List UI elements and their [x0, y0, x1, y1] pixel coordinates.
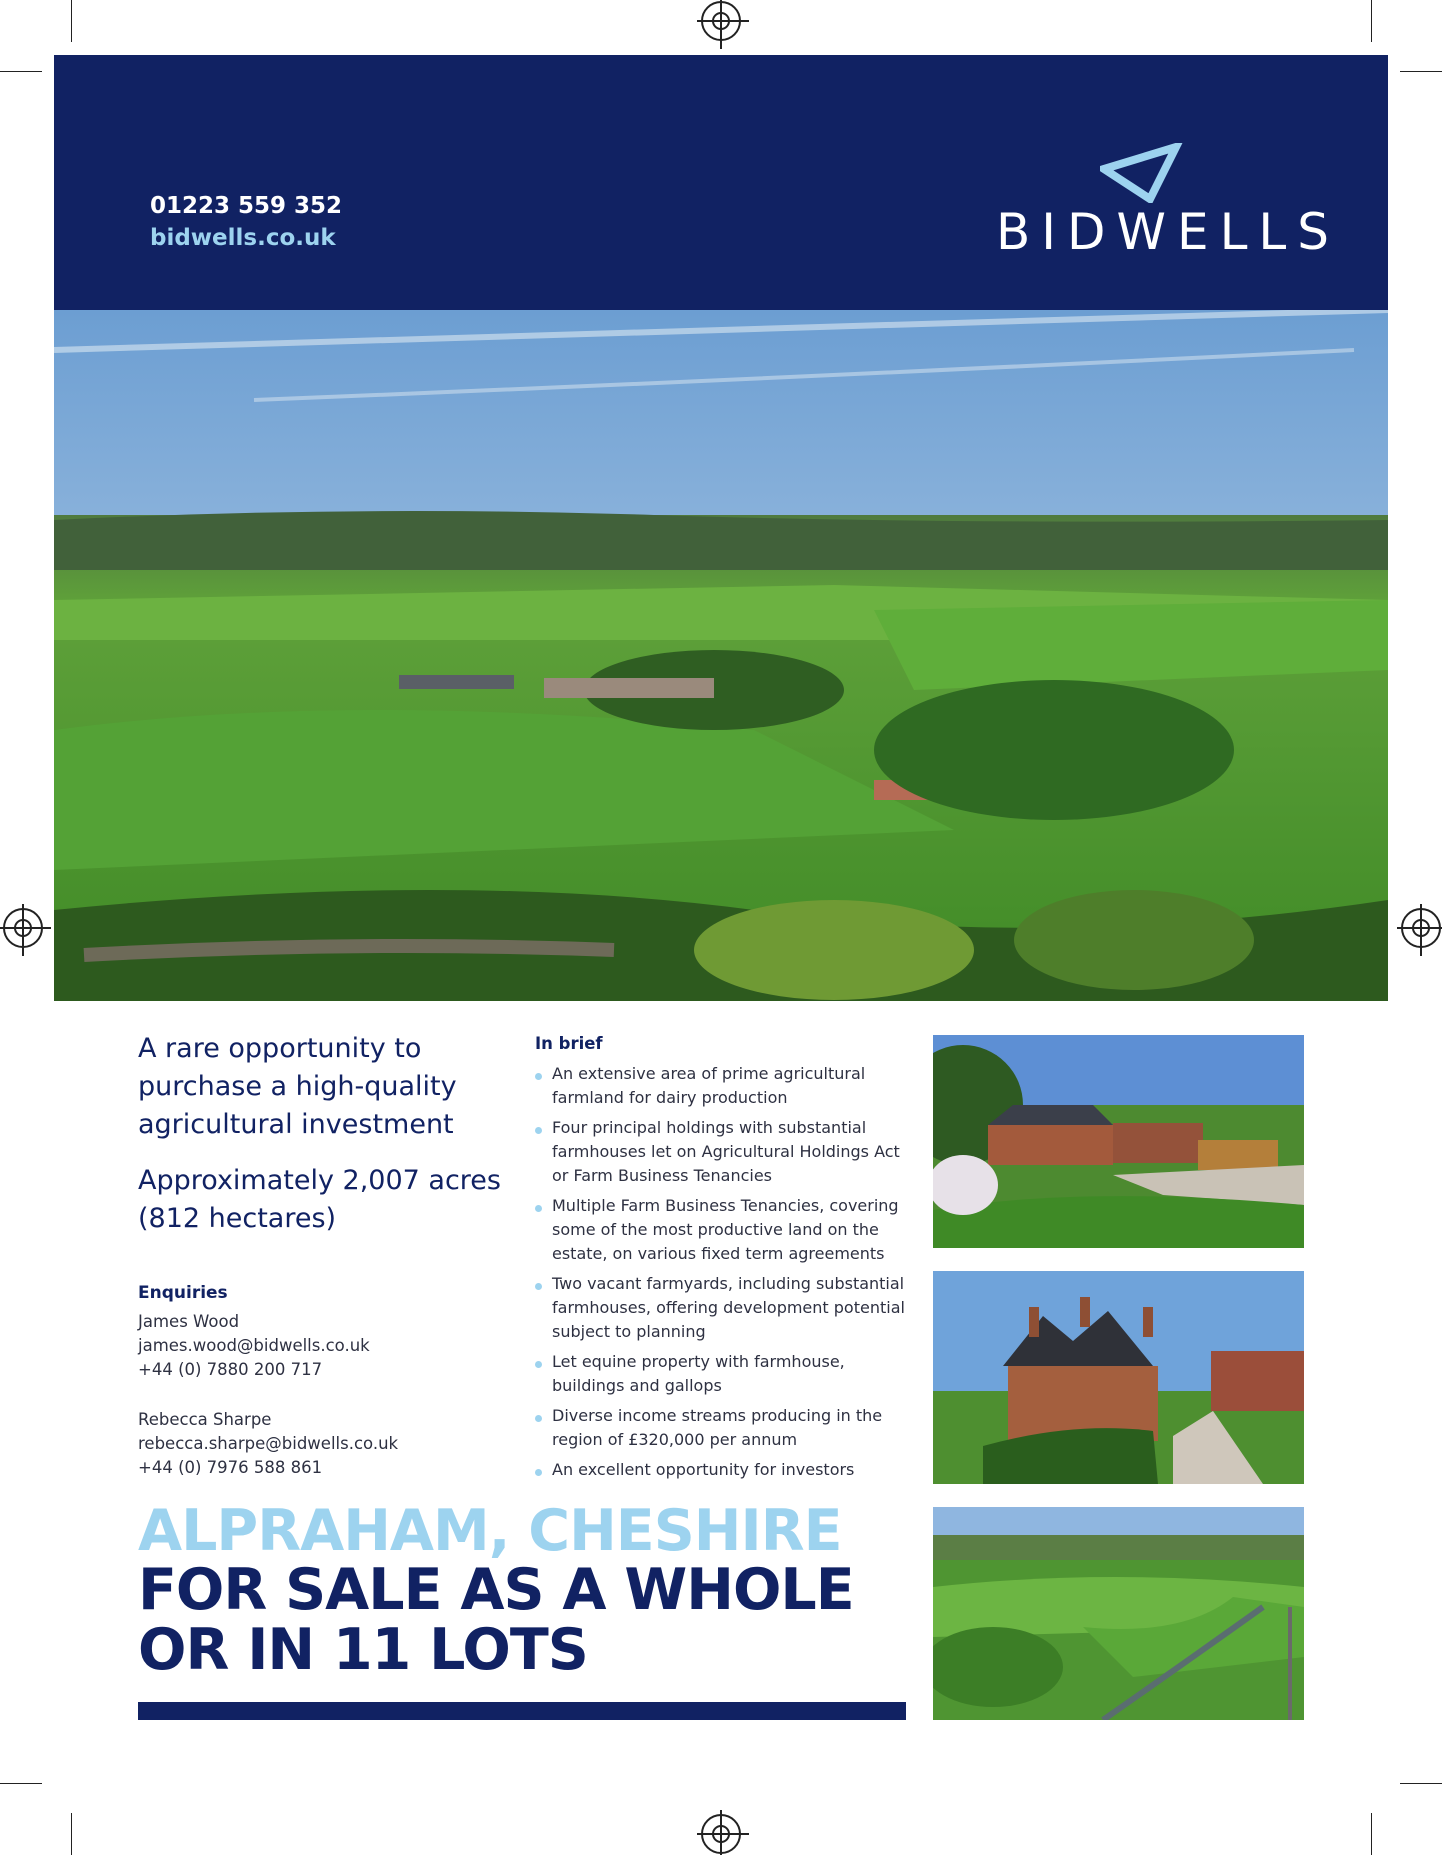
registration-mark [701, 1814, 741, 1854]
contact-phone[interactable]: +44 (0) 7880 200 717 [138, 1360, 323, 1379]
contact-name: James Wood [138, 1312, 240, 1331]
list-item [535, 1116, 910, 1188]
registration-mark [1401, 908, 1441, 948]
sale-title [138, 1557, 854, 1683]
crop-mark [1371, 0, 1372, 42]
contact-phone[interactable]: +44 (0) 7976 588 861 [138, 1458, 323, 1477]
crop-mark [1400, 71, 1442, 72]
header-band [54, 55, 1388, 310]
crop-mark [1400, 1783, 1442, 1784]
list-item-text: An excellent opportunity for investors [552, 1460, 855, 1479]
list-item-text: Multiple Farm Business Tenancies, covering some of the most productive land on the estate, on various fixed term agreements [552, 1196, 899, 1263]
list-item-text: Let equine property with farmhouse, buildings and gallops [552, 1352, 845, 1395]
contact-james-wood [138, 1310, 370, 1382]
thumbnail-farmhouse-yard-photo [933, 1035, 1304, 1248]
list-item [535, 1194, 910, 1266]
list-item-text: An extensive area of prime agricultural farmland for dairy production [552, 1064, 866, 1107]
bullet-icon [535, 1469, 542, 1476]
location-title: ALPRAHAM, CHESHIRE [138, 1498, 842, 1564]
list-item [535, 1272, 910, 1344]
list-item [535, 1062, 910, 1110]
list-item-text: Diverse income streams producing in the region of £320,000 per annum [552, 1406, 883, 1449]
crop-mark [71, 0, 72, 42]
hero-aerial-farmland-photo [54, 310, 1388, 1001]
acreage [138, 1162, 538, 1238]
crop-mark [0, 1783, 42, 1784]
headline: A rare opportunity to purchase a high-quality agricultural investment [138, 1033, 457, 1140]
phone-number[interactable]: 01223 559 352 [150, 193, 343, 219]
list-item-text: Four principal holdings with substantial farmhouses let on Agricultural Holdings Act or Farm Business Tenancies [552, 1118, 900, 1185]
bullet-icon [535, 1361, 542, 1368]
contact-name: Rebecca Sharpe [138, 1410, 272, 1429]
registration-mark [3, 908, 43, 948]
list-item [535, 1458, 910, 1482]
in-brief-title: In brief [535, 1034, 603, 1053]
thumbnail-aerial-fields-photo [933, 1507, 1304, 1720]
crop-mark [71, 1813, 72, 1855]
registration-mark [701, 1, 741, 41]
crop-mark [0, 71, 42, 72]
enquiries-title: Enquiries [138, 1283, 228, 1303]
list-item-text: Two vacant farmyards, including substantial farmhouses, offering development potential subject to planning [552, 1274, 905, 1341]
crop-mark [1371, 1813, 1372, 1855]
in-brief-list [535, 1062, 910, 1488]
website-link[interactable]: bidwells.co.uk [150, 225, 336, 251]
bullet-icon [535, 1073, 542, 1080]
bullet-icon [535, 1127, 542, 1134]
acreage-hectares: (812 hectares) [138, 1203, 337, 1234]
list-item [535, 1404, 910, 1452]
sale-line-2: OR IN 11 LOTS [138, 1617, 588, 1683]
bullet-icon [535, 1205, 542, 1212]
contact-rebecca-sharpe [138, 1408, 398, 1480]
list-item [535, 1350, 910, 1398]
bidwells-triangle-logo-icon [1100, 143, 1184, 203]
sale-line-1: FOR SALE AS A WHOLE [138, 1557, 854, 1623]
thumbnail-brick-farmhouse-photo [933, 1271, 1304, 1484]
contact-email[interactable]: james.wood@bidwells.co.uk [138, 1336, 370, 1355]
bullet-icon [535, 1283, 542, 1290]
acreage-acres: Approximately 2,007 acres [138, 1165, 501, 1196]
footer-rule [138, 1702, 906, 1720]
brand-logo-text: BIDWELLS [996, 203, 1341, 261]
contact-email[interactable]: rebecca.sharpe@bidwells.co.uk [138, 1434, 399, 1453]
bullet-icon [535, 1415, 542, 1422]
